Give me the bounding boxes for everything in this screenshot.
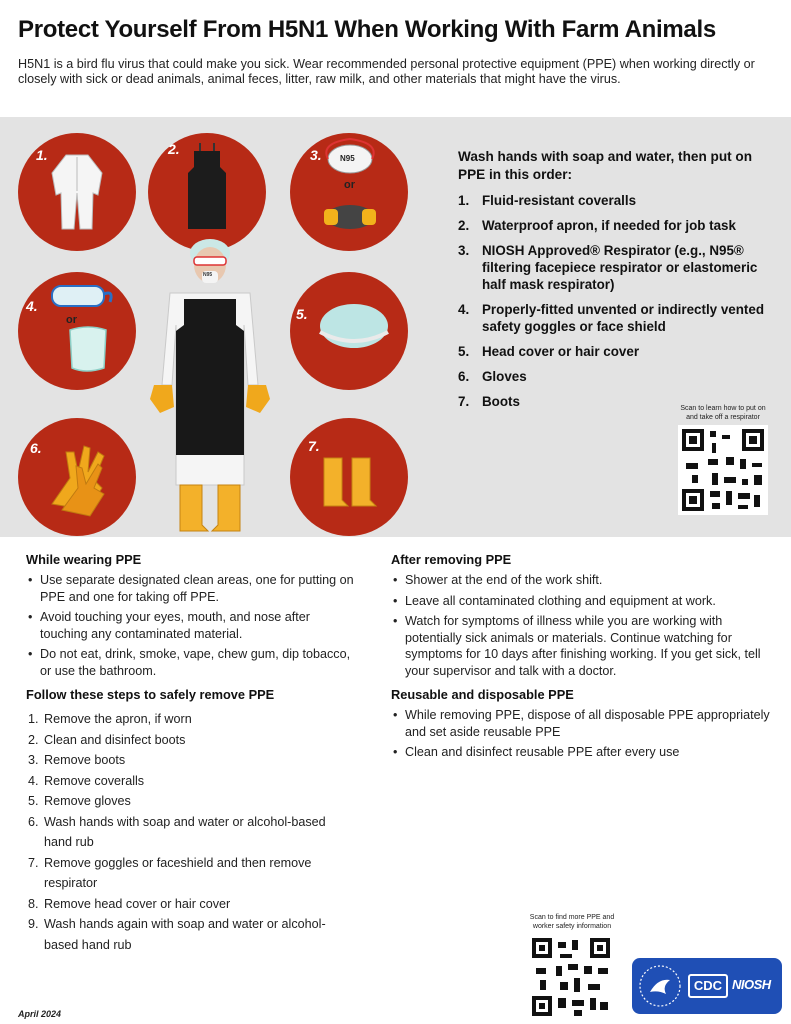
list-item: • Avoid touching your eyes, mouth, and nose after touching any contaminated material.: [26, 609, 356, 642]
cdc-niosh-logo[interactable]: [632, 958, 782, 1014]
item-number-6: 6.: [30, 440, 42, 456]
hair-cover-icon: [290, 272, 408, 390]
info-qr-caption: Scan to find more PPE and worker safety information: [529, 914, 615, 930]
respirator-icon: [290, 133, 408, 251]
reusable-heading: Reusable and disposable PPE: [391, 687, 574, 702]
gloves-icon: [18, 418, 136, 536]
apron-circle: [148, 133, 266, 251]
item-number-7: 7.: [308, 438, 320, 454]
list-item: 1. Remove the apron, if worn: [28, 712, 192, 726]
list-item: 5. Head cover or hair cover: [458, 344, 640, 359]
list-item: 6. Wash hands with soap and water or alcohol-based hand rub: [28, 814, 326, 849]
after-removing-heading: After removing PPE: [391, 552, 512, 567]
list-item: • Do not eat, drink, smoke, vape, chew gum, dip tobacco, or use the bathroom.: [26, 646, 356, 679]
qr-code-icon: [532, 938, 610, 1016]
publication-date: April 2024: [18, 1009, 62, 1019]
worker-in-ppe-figure: [140, 235, 280, 535]
list-item: 8. Remove head cover or hair cover: [28, 896, 231, 911]
list-item: 2. Clean and disinfect boots: [28, 732, 186, 747]
info-qr-code[interactable]: [528, 934, 614, 1020]
list-item: • Watch for symptoms of illness while you are working with potentially sick animals or materials. Continue watching for symptoms for 10 days after finishing working. If you get sick, tell your supervisor and talk with a doctor.: [391, 613, 771, 679]
page-title: Protect Yourself From H5N1 When Working With Farm Animals: [18, 16, 716, 43]
list-item: 9. Wash hands again with soap and water or alcohol-based hand rub: [28, 917, 326, 952]
gloves-circle: [18, 418, 136, 536]
list-item: 6. Gloves: [458, 369, 527, 384]
item-number-5: 5.: [296, 306, 308, 322]
list-item: • Shower at the end of the work shift.: [391, 572, 771, 589]
n95-label: N95: [340, 154, 355, 163]
list-item: 3. Remove boots: [28, 753, 126, 767]
list-item: 1. Fluid-resistant coveralls: [458, 193, 637, 208]
eye-protection-circle: [18, 272, 136, 390]
or-label-eye: or: [66, 314, 77, 326]
list-item: 4. Remove coveralls: [28, 773, 145, 788]
donning-list: [458, 192, 778, 410]
donning-order-block: [458, 148, 778, 418]
hair-cover-circle: [290, 272, 408, 390]
after-removing-list: [391, 572, 771, 679]
list-item: 2. Waterproof apron, if needed for job task: [458, 218, 736, 233]
donning-heading: Wash hands with soap and water, then put on PPE in this order:: [458, 149, 753, 182]
list-item: 3. NIOSH Approved® Respirator (e.g., N95® filtering facepiece respirator or elastomeric half mask respirator): [458, 243, 758, 292]
right-column: [391, 552, 771, 765]
item-number-3: 3.: [310, 147, 322, 163]
list-item: 7. Remove goggles or faceshield and then remove respirator: [28, 855, 312, 890]
coveralls-circle: [18, 133, 136, 251]
respirator-qr-code[interactable]: [678, 425, 768, 515]
niosh-logo-text: NIOSH: [732, 977, 771, 992]
while-wearing-list: [26, 572, 356, 679]
list-item: • Leave all contaminated clothing and equipment at work.: [391, 593, 771, 610]
mask-badge-label: N95: [203, 272, 213, 278]
item-number-1: 1.: [36, 147, 48, 163]
list-item: • While removing PPE, dispose of all disposable PPE appropriately and set aside reusable PPE: [391, 707, 771, 740]
apron-icon: [148, 133, 266, 251]
qr-code-icon: [682, 429, 764, 511]
list-item: 5. Remove gloves: [28, 794, 131, 808]
cdc-logo-text: CDC: [688, 974, 728, 998]
item-number-4: 4.: [26, 298, 38, 314]
remove-steps-list: [26, 709, 356, 955]
boots-icon: [290, 418, 408, 536]
goggles-icon: [18, 272, 136, 390]
list-item: • Clean and disinfect reusable PPE after every use: [391, 744, 771, 761]
list-item: 4. Properly-fitted unvented or indirectly vented safety goggles or face shield: [458, 302, 764, 334]
intro-text: H5N1 is a bird flu virus that could make you sick. Wear recommended personal protective equipment (PPE) when working directly or closely with sick or dead animals, animal feces, litter, raw milk, and other materials that might have the virus.: [18, 57, 755, 86]
left-column: [26, 552, 356, 955]
remove-steps-heading: Follow these steps to safely remove PPE: [26, 687, 275, 702]
respirator-circle: [290, 133, 408, 251]
reusable-list: [391, 707, 771, 761]
list-item: 7. Boots: [458, 394, 520, 409]
worker-figure-icon: [140, 235, 280, 535]
list-item: • Use separate designated clean areas, one for putting on PPE and one for taking off PPE.: [26, 572, 356, 605]
while-wearing-heading: While wearing PPE: [26, 552, 142, 567]
item-number-2: 2.: [168, 141, 180, 157]
or-label-respirator: or: [344, 179, 355, 191]
respirator-qr-caption: Scan to learn how to put on and take off a respirator: [680, 405, 766, 421]
boots-circle: [290, 418, 408, 536]
